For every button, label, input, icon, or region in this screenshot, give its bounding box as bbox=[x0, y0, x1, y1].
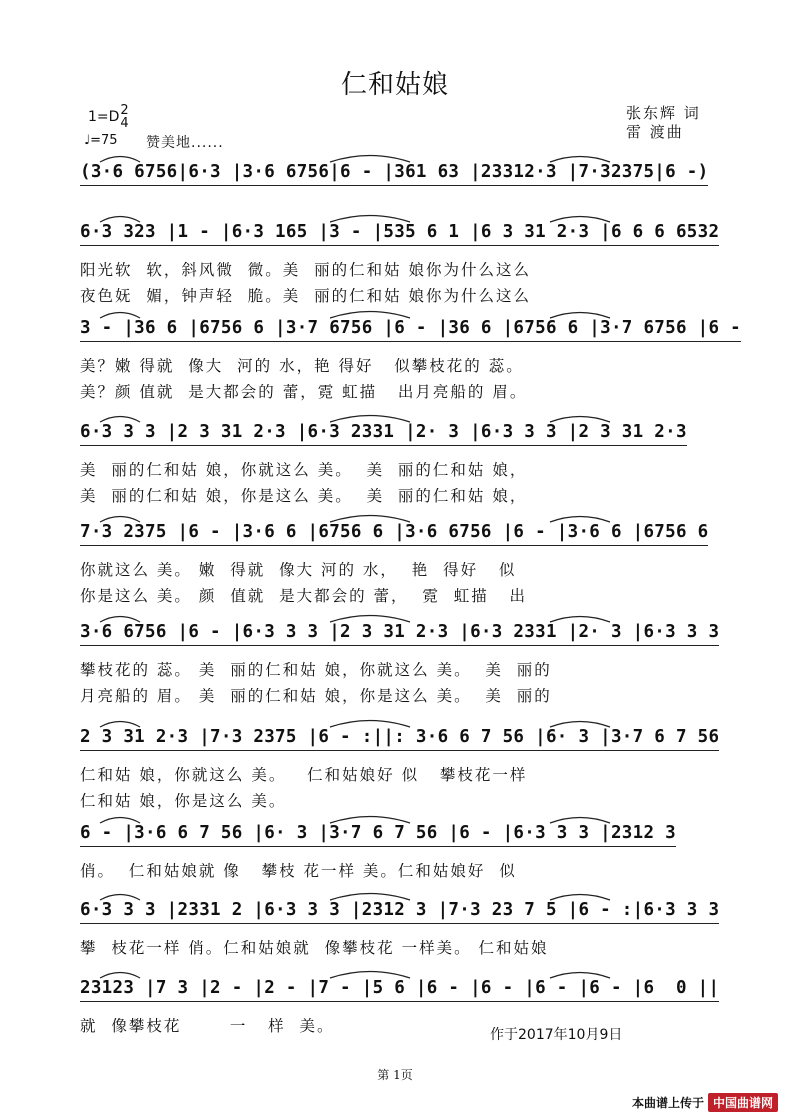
lyricist-credit: 张东辉 词 bbox=[626, 104, 701, 122]
slur-marks bbox=[80, 408, 740, 422]
slur-marks bbox=[80, 809, 740, 823]
lyric-line: 你是这么 美。 颜 值就 是大都会的 蕾， 霓 虹描 出 bbox=[80, 587, 527, 605]
lyric-line: 就 像攀枝花 一 样 美。 bbox=[80, 1017, 335, 1035]
lyric-line: 美 丽的仁和姑 娘，你就这么 美。 美 丽的仁和姑 娘， bbox=[80, 461, 528, 479]
notation-line: 6·3 3 3 |2331 2 |6·3 3 3 |2312 3 |7·3 23 7 5 |6 - :|6·3 3 3 bbox=[80, 900, 719, 924]
notation-line: 6·3 3 3 |2 3 31 2·3 |6·3 2331 |2· 3 |6·3 3 3 |2 3 31 2·3 bbox=[80, 422, 687, 446]
lyric-line: 你就这么 美。 嫩 得就 像大 河的 水， 艳 得好 似 bbox=[80, 561, 517, 579]
slur-marks bbox=[80, 208, 740, 222]
lyric-line: 美？嫩 得就 像大 河的 水，艳 得好 似攀枝花的 蕊。 bbox=[80, 357, 524, 375]
key-label: 1=D bbox=[88, 109, 120, 125]
lyric-line: 美 丽的仁和姑 娘，你是这么 美。 美 丽的仁和姑 娘， bbox=[80, 487, 528, 505]
page-number: 第 1页 bbox=[377, 1068, 413, 1082]
song-title: 仁和姑娘 bbox=[340, 70, 449, 100]
lyric-line: 夜色妩 媚，钟声轻 脆。美 丽的仁和姑 娘你为什么这么 bbox=[80, 287, 531, 305]
composer-credit: 雷 渡曲 bbox=[626, 123, 684, 141]
lyric-line: 仁和姑 娘，你就这么 美。 仁和姑娘好 似 攀枝花一样 bbox=[80, 766, 528, 784]
notation-line: 2 3 31 2·3 |7·3 2375 |6 - :||: 3·6 6 7 56 |6· 3 |3·7 6 7 56 bbox=[80, 727, 719, 751]
site-logo: 中国曲谱网 bbox=[708, 1093, 778, 1112]
notation-line: 3·6 6756 |6 - |6·3 3 3 |2 3 31 2·3 |6·3 2331 |2· 3 |6·3 3 3 bbox=[80, 622, 719, 646]
slur-marks bbox=[80, 886, 740, 900]
lyric-line: 仁和姑 娘，你是这么 美。 bbox=[80, 792, 287, 810]
lyric-line: 俏。 仁和姑娘就 像 攀枝 花一样 美。仁和姑娘好 似 bbox=[80, 862, 517, 880]
lyric-line: 攀 枝花一样 俏。仁和姑娘就 像攀枝花 一样美。 仁和姑娘 bbox=[80, 939, 549, 957]
tempo-marking: ♩=75 bbox=[84, 133, 118, 148]
lyric-line: 攀枝花的 蕊。 美 丽的仁和姑 娘，你就这么 美。 美 丽的 bbox=[80, 661, 552, 679]
notation-line: 6·3 323 |1 - |6·3 165 |3 - |535 6 1 |6 3 31 2·3 |6 6 6 6532 bbox=[80, 222, 719, 246]
credits bbox=[626, 104, 701, 142]
footer-text: 本曲谱上传于 bbox=[631, 1096, 704, 1110]
date-note: 作于2017年10月9日 bbox=[490, 1027, 623, 1043]
slur-marks bbox=[80, 304, 740, 318]
slur-marks bbox=[80, 148, 740, 162]
lyric-line: 阳光软 软，斜风微 微。美 丽的仁和姑 娘你为什么这么 bbox=[80, 261, 531, 279]
time-signature bbox=[120, 104, 128, 130]
time-top: 2 bbox=[120, 103, 129, 118]
lyric-line: 月亮船的 眉。 美 丽的仁和姑 娘，你是这么 美。 美 丽的 bbox=[80, 687, 552, 705]
expression-marking: 赞美地...... bbox=[146, 135, 224, 151]
slur-marks bbox=[80, 713, 740, 727]
notation-line: 6 - |3·6 6 7 56 |6· 3 |3·7 6 7 56 |6 - |6·3 3 3 |2312 3 bbox=[80, 823, 676, 847]
site-footer bbox=[632, 1093, 778, 1112]
lyric-line: 美？颜 值就 是大都会的 蕾，霓 虹描 出月亮船的 眉。 bbox=[80, 383, 528, 401]
notation-line: (3·6 6756|6·3 |3·6 6756|6 - |361 63 |23312·3 |7·32375|6 -) bbox=[80, 162, 708, 186]
slur-marks bbox=[80, 608, 740, 622]
notation-line: 3 - |36 6 |6756 6 |3·7 6756 |6 - |36 6 |6756 6 |3·7 6756 |6 - bbox=[80, 318, 741, 342]
notation-line: 7·3 2375 |6 - |3·6 6 |6756 6 |3·6 6756 |6 - |3·6 6 |6756 6 bbox=[80, 522, 708, 546]
slur-marks bbox=[80, 508, 740, 522]
key-signature bbox=[88, 104, 129, 130]
time-bottom: 4 bbox=[120, 116, 129, 131]
notation-line: 23123 |7 3 |2 - |2 - |7 - |5 6 |6 - |6 - |6 - |6 - |6 0 || bbox=[80, 978, 719, 1002]
slur-marks bbox=[80, 964, 740, 978]
